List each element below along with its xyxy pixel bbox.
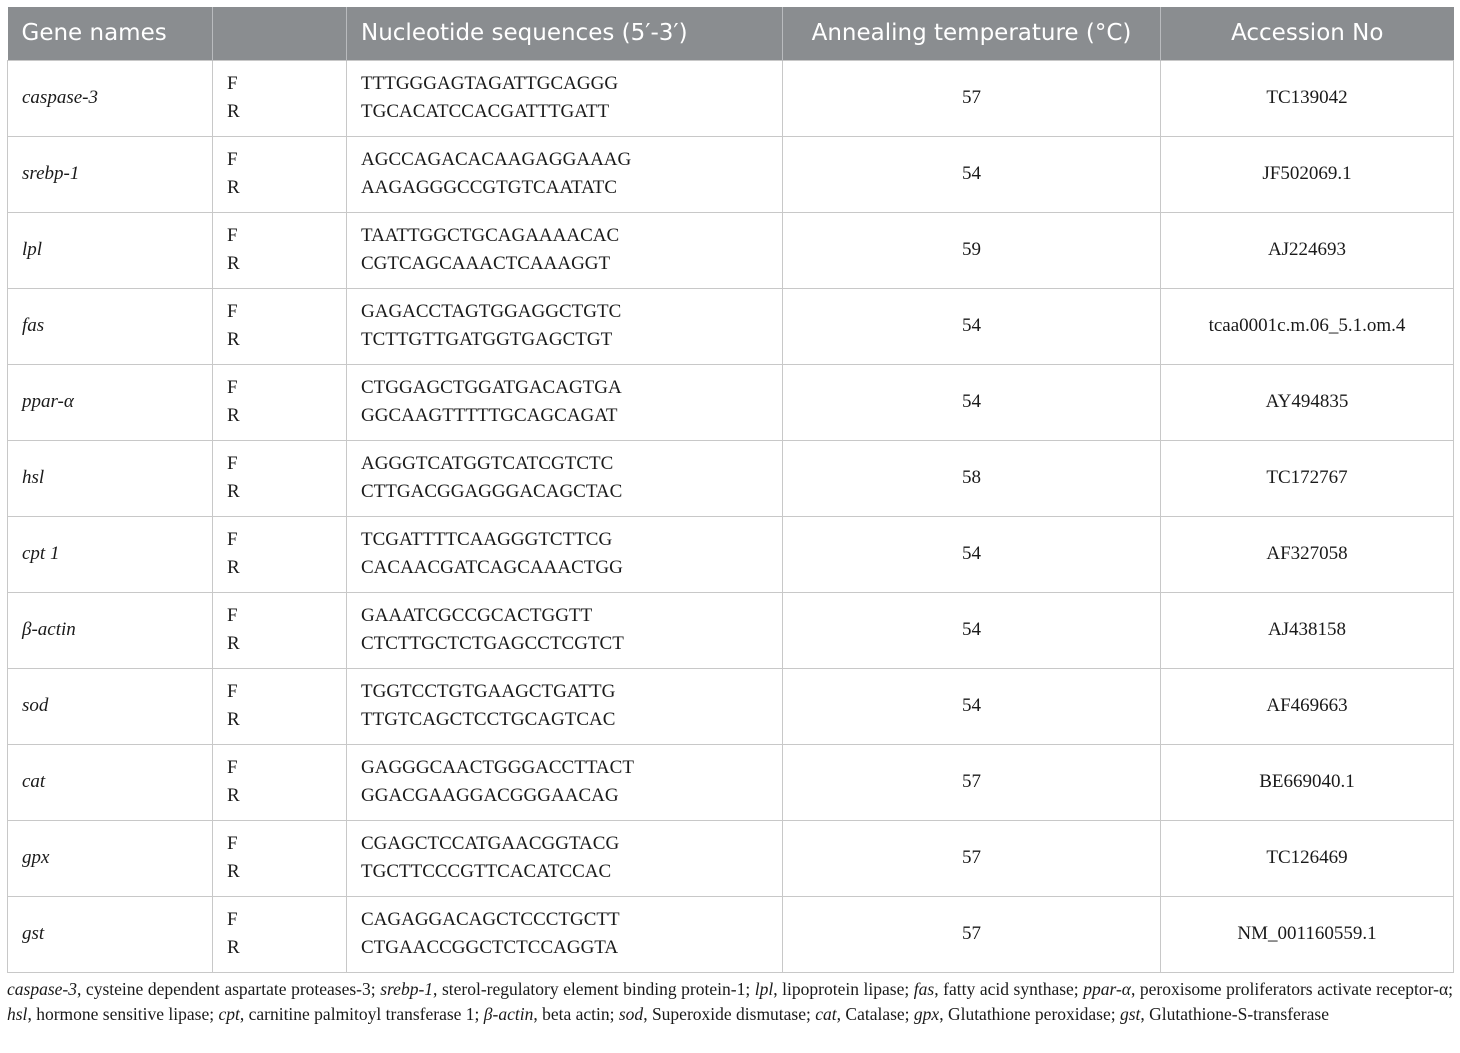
footnote-definition: , fatty acid synthase; <box>934 979 1084 999</box>
forward-sequence: GAGGGCAACTGGGACCTTACT <box>361 757 634 778</box>
forward-label: F <box>227 833 238 854</box>
forward-label: F <box>227 605 238 626</box>
header-annealing-temperature: Annealing temperature (°C) <box>783 7 1161 60</box>
reverse-label: R <box>227 481 240 502</box>
annealing-temperature-cell: 57 <box>783 820 1161 896</box>
footnote-term: lpl <box>754 979 774 999</box>
forward-label: F <box>227 377 238 398</box>
footnote-term: hsl <box>7 1004 28 1024</box>
table-row <box>8 896 1454 972</box>
footnote-definition: , Glutathione-S-transferase <box>1140 1004 1329 1024</box>
footnote-definition: , Catalase; <box>836 1004 914 1024</box>
forward-label: F <box>227 149 238 170</box>
gene-name-cell: β-actin <box>8 592 213 668</box>
reverse-label: R <box>227 253 240 274</box>
reverse-sequence: TCTTGTTGATGGTGAGCTGT <box>361 329 613 350</box>
forward-sequence: AGCCAGACACAAGAGGAAAG <box>361 149 632 170</box>
primer-table-container <box>7 7 1453 973</box>
primer-direction-cell <box>213 896 347 972</box>
forward-label: F <box>227 301 238 322</box>
sequence-cell <box>347 592 783 668</box>
footnote-term: β-actin <box>483 1004 534 1024</box>
reverse-sequence: CTGAACCGGCTCTCCAGGTA <box>361 937 619 958</box>
table-body <box>8 60 1454 972</box>
sequence-cell <box>347 744 783 820</box>
forward-label: F <box>227 681 238 702</box>
sequence-cell <box>347 60 783 136</box>
reverse-sequence: TTGTCAGCTCCTGCAGTCAC <box>361 709 616 730</box>
accession-number-cell: tcaa0001c.m.06_5.1.om.4 <box>1161 288 1454 364</box>
reverse-sequence: GGACGAAGGACGGGAACAG <box>361 785 619 806</box>
reverse-label: R <box>227 861 240 882</box>
primer-table <box>7 7 1454 973</box>
sequence-cell <box>347 288 783 364</box>
footnote-definition: , carnitine palmitoyl transferase 1; <box>239 1004 484 1024</box>
reverse-sequence: CTTGACGGAGGGACAGCTAC <box>361 481 623 502</box>
forward-label: F <box>227 225 238 246</box>
footnote-term: cpt <box>218 1004 240 1024</box>
reverse-label: R <box>227 633 240 654</box>
footnote-term: sod <box>618 1004 644 1024</box>
sequence-cell <box>347 212 783 288</box>
footnote-term: caspase-3 <box>7 979 77 999</box>
sequence-cell <box>347 516 783 592</box>
primer-direction-cell <box>213 288 347 364</box>
forward-sequence: CTGGAGCTGGATGACAGTGA <box>361 377 622 398</box>
sequence-cell <box>347 136 783 212</box>
primer-direction-cell <box>213 440 347 516</box>
header-nucleotide-sequences: Nucleotide sequences (5′-3′) <box>347 7 783 60</box>
primer-direction-cell <box>213 820 347 896</box>
accession-number-cell: AY494835 <box>1161 364 1454 440</box>
annealing-temperature-cell: 57 <box>783 744 1161 820</box>
reverse-label: R <box>227 557 240 578</box>
sequence-cell <box>347 896 783 972</box>
table-row <box>8 60 1454 136</box>
footnote-term: ppar-α <box>1083 979 1131 999</box>
footnote-definition: , Superoxide dismutase; <box>643 1004 816 1024</box>
reverse-label: R <box>227 709 240 730</box>
accession-number-cell: AJ438158 <box>1161 592 1454 668</box>
accession-number-cell: TC126469 <box>1161 820 1454 896</box>
forward-sequence: AGGGTCATGGTCATCGTCTC <box>361 453 614 474</box>
sequence-cell <box>347 364 783 440</box>
accession-number-cell: AJ224693 <box>1161 212 1454 288</box>
gene-name-cell: caspase-3 <box>8 60 213 136</box>
table-row <box>8 592 1454 668</box>
forward-label: F <box>227 529 238 550</box>
forward-sequence: TGGTCCTGTGAAGCTGATTG <box>361 681 616 702</box>
footnote-definition: , peroxisome proliferators activate receptor-α; <box>1130 979 1453 999</box>
reverse-sequence: GGCAAGTTTTTGCAGCAGAT <box>361 405 618 426</box>
forward-label: F <box>227 73 238 94</box>
forward-label: F <box>227 453 238 474</box>
annealing-temperature-cell: 57 <box>783 60 1161 136</box>
reverse-sequence: CGTCAGCAAACTCAAAGGT <box>361 253 611 274</box>
primer-direction-cell <box>213 60 347 136</box>
gene-name-cell: lpl <box>8 212 213 288</box>
primer-direction-cell <box>213 136 347 212</box>
gene-name-cell: ppar-α <box>8 364 213 440</box>
gene-name-cell: sod <box>8 668 213 744</box>
forward-label: F <box>227 757 238 778</box>
forward-label: F <box>227 909 238 930</box>
annealing-temperature-cell: 54 <box>783 364 1161 440</box>
table-row <box>8 516 1454 592</box>
accession-number-cell: AF469663 <box>1161 668 1454 744</box>
annealing-temperature-cell: 54 <box>783 288 1161 364</box>
forward-sequence: CAGAGGACAGCTCCCTGCTT <box>361 909 620 930</box>
reverse-sequence: TGCACATCCACGATTTGATT <box>361 101 610 122</box>
annealing-temperature-cell: 54 <box>783 592 1161 668</box>
table-row <box>8 364 1454 440</box>
annealing-temperature-cell: 59 <box>783 212 1161 288</box>
footnote-term: fas <box>913 979 935 999</box>
reverse-label: R <box>227 177 240 198</box>
accession-number-cell: TC172767 <box>1161 440 1454 516</box>
gene-name-cell: hsl <box>8 440 213 516</box>
table-row <box>8 668 1454 744</box>
header-gene-names: Gene names <box>8 7 213 60</box>
table-row <box>8 744 1454 820</box>
table-footnote <box>7 977 1453 1027</box>
annealing-temperature-cell: 54 <box>783 136 1161 212</box>
footnote-term: gst <box>1119 1004 1141 1024</box>
footnote-definition: , Glutathione peroxidase; <box>939 1004 1120 1024</box>
footnote-definition: , lipoprotein lipase; <box>773 979 914 999</box>
reverse-label: R <box>227 785 240 806</box>
sequence-cell <box>347 668 783 744</box>
primer-direction-cell <box>213 516 347 592</box>
reverse-sequence: CACAACGATCAGCAAACTGG <box>361 557 623 578</box>
annealing-temperature-cell: 58 <box>783 440 1161 516</box>
reverse-sequence: CTCTTGCTCTGAGCCTCGTCT <box>361 633 624 654</box>
accession-number-cell: NM_001160559.1 <box>1161 896 1454 972</box>
footnote-term: gpx <box>913 1004 940 1024</box>
accession-number-cell: AF327058 <box>1161 516 1454 592</box>
accession-number-cell: BE669040.1 <box>1161 744 1454 820</box>
forward-sequence: GAAATCGCCGCACTGGTT <box>361 605 593 626</box>
table-row <box>8 288 1454 364</box>
accession-number-cell: JF502069.1 <box>1161 136 1454 212</box>
table-row <box>8 820 1454 896</box>
forward-sequence: TTTGGGAGTAGATTGCAGGG <box>361 73 619 94</box>
footnote-definition: , cysteine dependent aspartate proteases-3; <box>76 979 381 999</box>
primer-direction-cell <box>213 592 347 668</box>
annealing-temperature-cell: 57 <box>783 896 1161 972</box>
primer-direction-cell <box>213 744 347 820</box>
reverse-label: R <box>227 329 240 350</box>
footnote-term: srebp-1 <box>380 979 434 999</box>
annealing-temperature-cell: 54 <box>783 668 1161 744</box>
header-accession-no: Accession No <box>1231 20 1384 47</box>
gene-name-cell: cpt 1 <box>8 516 213 592</box>
primer-direction-cell <box>213 212 347 288</box>
table-row <box>8 136 1454 212</box>
table-row <box>8 440 1454 516</box>
footnote-definition: , beta actin; <box>533 1004 619 1024</box>
annealing-temperature-cell: 54 <box>783 516 1161 592</box>
primer-direction-cell <box>213 364 347 440</box>
primer-direction-cell <box>213 668 347 744</box>
sequence-cell <box>347 440 783 516</box>
gene-name-cell: gst <box>8 896 213 972</box>
header-direction <box>213 7 347 60</box>
accession-number-cell: TC139042 <box>1161 60 1454 136</box>
reverse-label: R <box>227 405 240 426</box>
sequence-cell <box>347 820 783 896</box>
gene-name-cell: fas <box>8 288 213 364</box>
footnote-definition: , sterol-regulatory element binding protein-1; <box>433 979 755 999</box>
reverse-sequence: TGCTTCCCGTTCACATCCAC <box>361 861 612 882</box>
reverse-label: R <box>227 101 240 122</box>
forward-sequence: GAGACCTAGTGGAGGCTGTC <box>361 301 622 322</box>
table-row <box>8 212 1454 288</box>
gene-name-cell: gpx <box>8 820 213 896</box>
forward-sequence: TCGATTTTCAAGGGTCTTCG <box>361 529 613 550</box>
gene-name-cell: srebp-1 <box>8 136 213 212</box>
reverse-label: R <box>227 937 240 958</box>
reverse-sequence: AAGAGGGCCGTGTCAATATC <box>361 177 618 198</box>
forward-sequence: TAATTGGCTGCAGAAAACAC <box>361 225 620 246</box>
gene-name-cell: cat <box>8 744 213 820</box>
forward-sequence: CGAGCTCCATGAACGGTACG <box>361 833 620 854</box>
footnote-definition: , hormone sensitive lipase; <box>27 1004 219 1024</box>
footnote-term: cat <box>815 1004 837 1024</box>
table-header-row <box>8 7 1454 60</box>
